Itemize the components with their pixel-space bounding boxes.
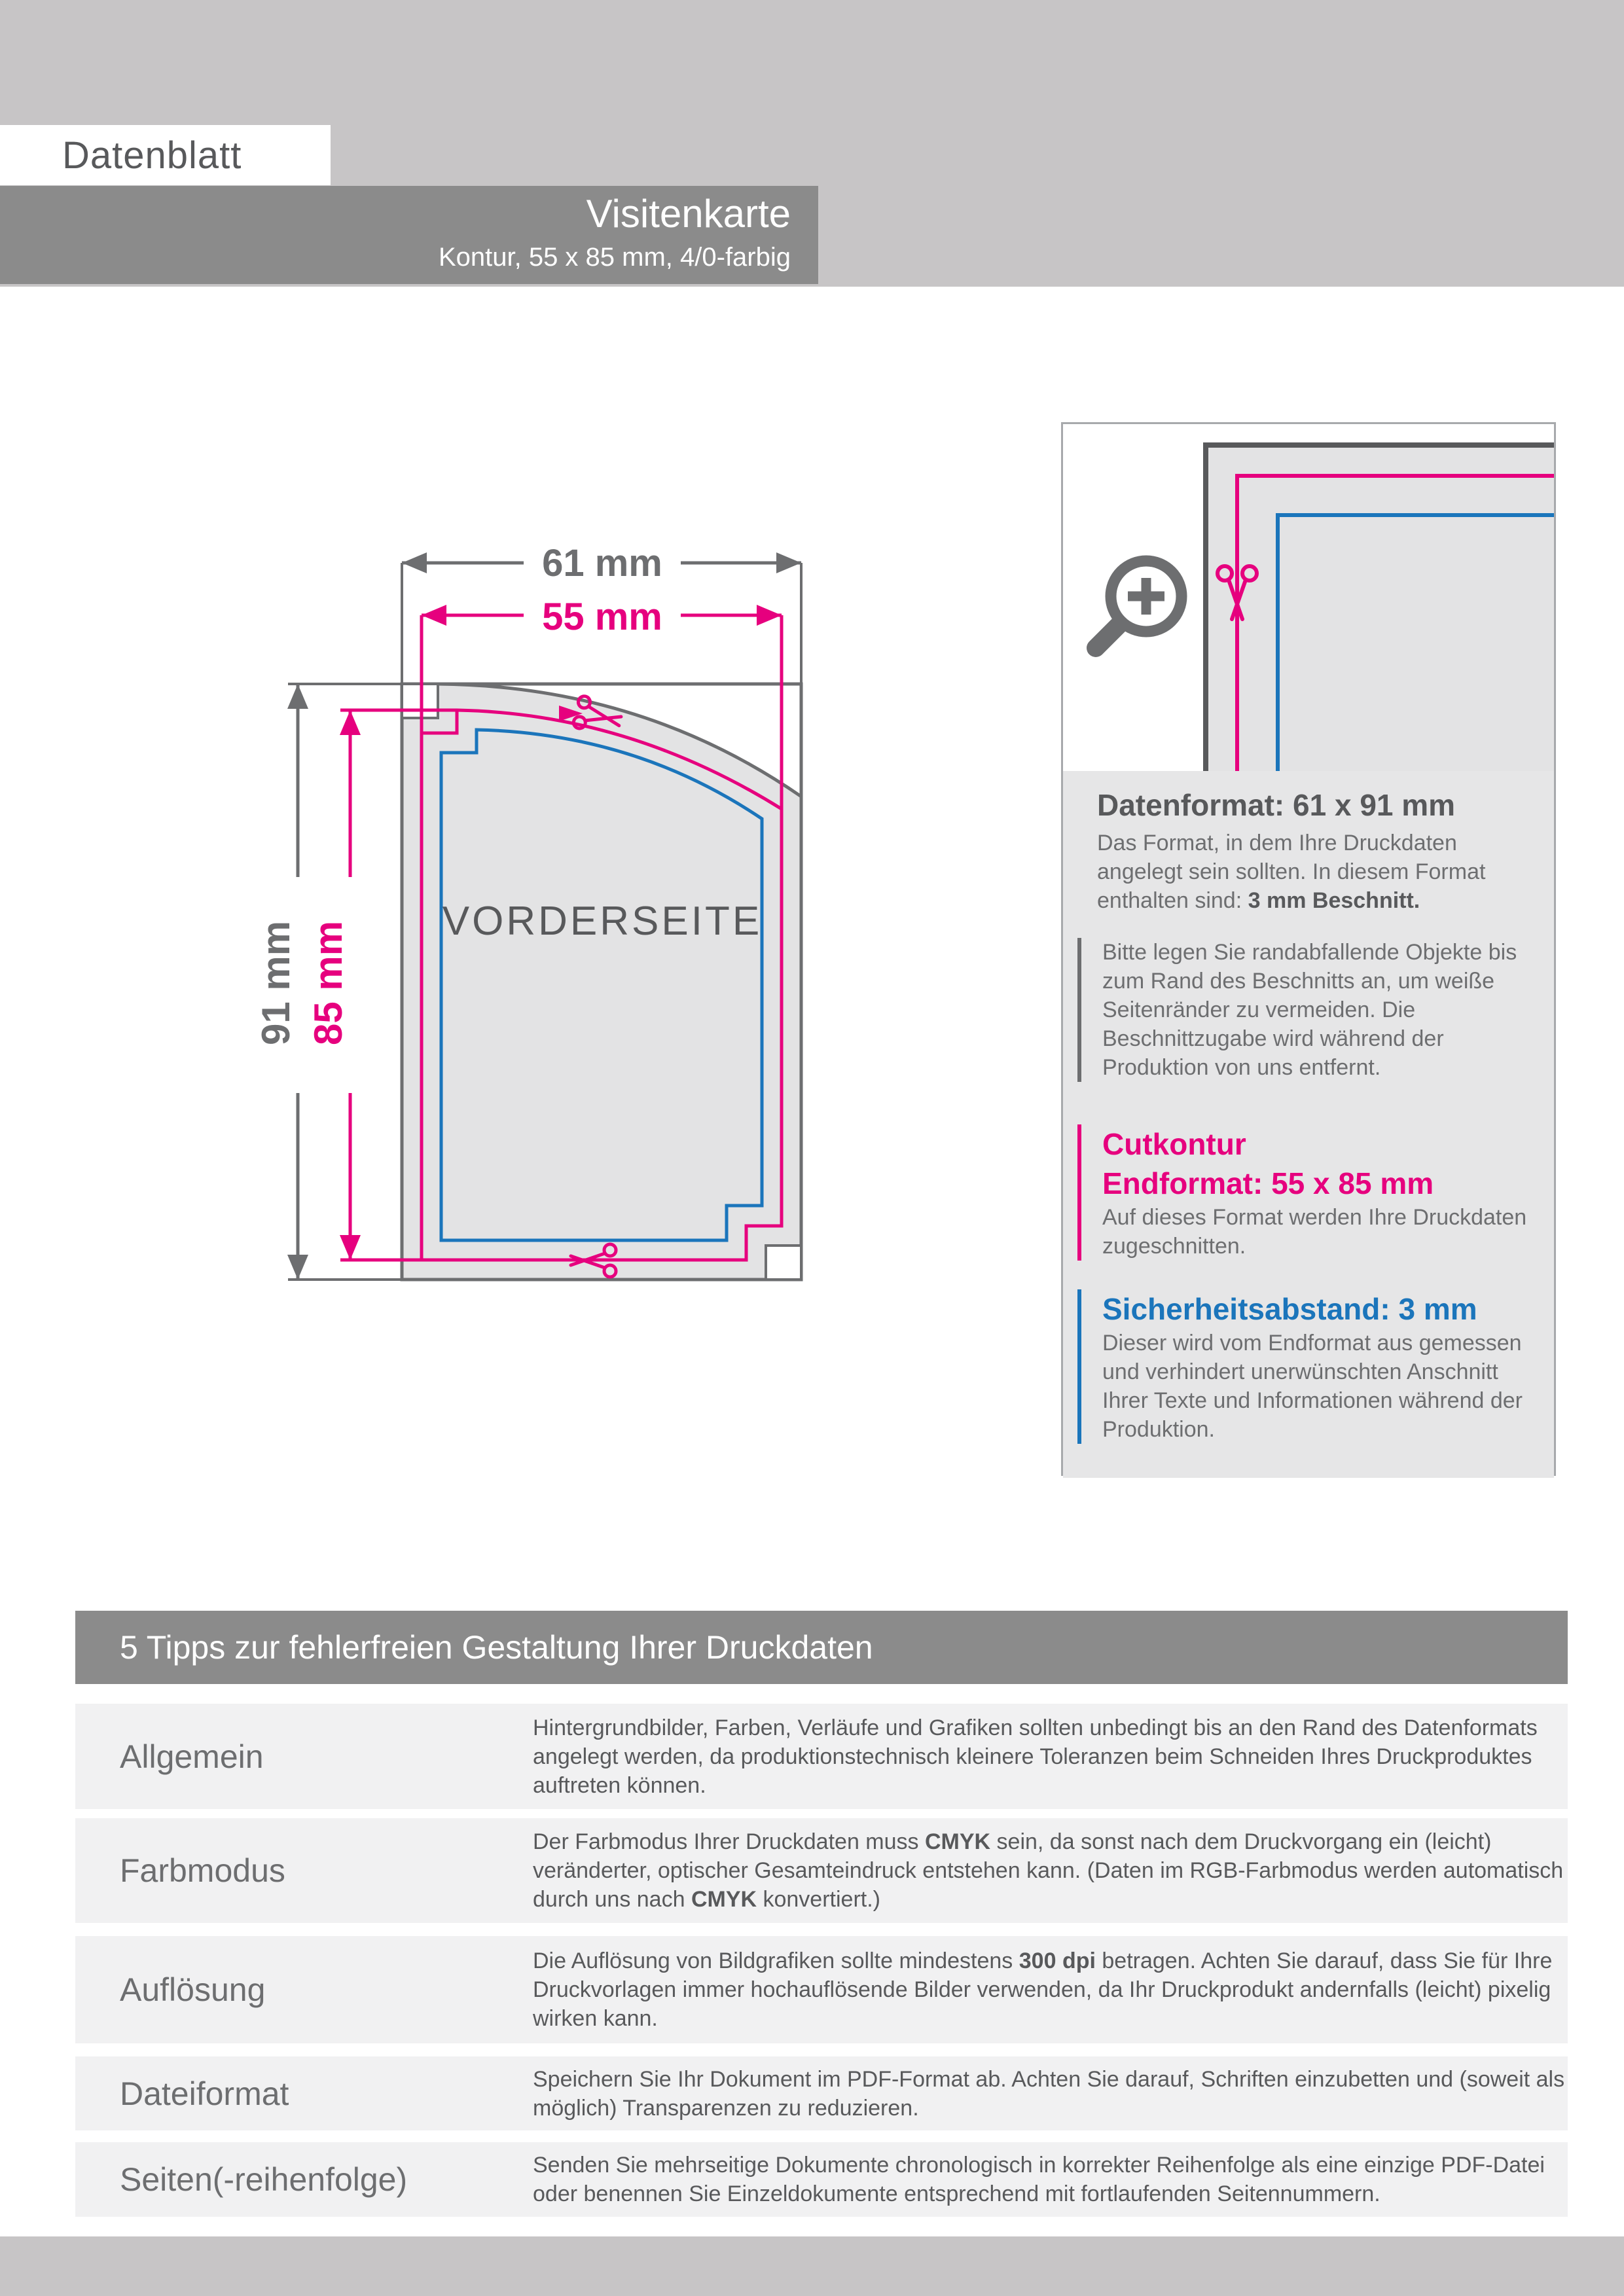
arrow-up-icon: [340, 710, 361, 735]
tip-label: Dateiformat: [120, 2075, 289, 2112]
tip-body: Die Auflösung von Bildgrafiken sollte mindestens 300 dpi betragen. Achten Sie darauf, dass Sie für Ihre Druckvorlagen immer hochauflösende Bilder verwenden, da Ihr Druckprodukt andernfalls (leicht) pixelig wirken kann.: [533, 1948, 1553, 2031]
tips-header-bar: [75, 1611, 1568, 1684]
tip-row-seitenreihenfolge: [75, 2142, 1568, 2217]
tip-body: Der Farbmodus Ihrer Druckdaten muss CMYK sein, da sonst nach dem Druckvorgang ein (leicht) veränderter, optischer Gesamteindruck entstehen kann. (Daten im RGB-Farbmodus werden automatisch durch uns nach CMYK konvertiert.): [533, 1829, 1564, 1912]
tip-label: Auflösung: [120, 1971, 266, 2008]
arrow-right-icon: [776, 552, 801, 573]
footer-gray-band: [0, 2236, 1624, 2296]
magnifier-zoom-icon: [1096, 561, 1182, 648]
dim-91mm-label: 91 mm: [254, 920, 298, 1046]
tip-row-allgemein: [75, 1704, 1568, 1809]
dim-85mm-label: 85 mm: [306, 920, 350, 1046]
dim-55mm-label: 55 mm: [542, 596, 662, 638]
corner-zoom-illustration: [1063, 424, 1554, 771]
arrow-up-icon: [287, 684, 308, 709]
safety-section: [1077, 1289, 1561, 1444]
safety-body: Dieser wird vom Endformat aus gemessen und verhindert unerwünschten Anschnitt Ihrer Texte und Informationen während der Produktion.: [1102, 1331, 1523, 1442]
arrow-right-icon: [757, 605, 782, 626]
tip-label: Farbmodus: [120, 1852, 285, 1889]
safety-heading: Sicherheitsabstand: 3 mm: [1102, 1292, 1477, 1326]
card-bleed-area: [402, 684, 801, 1280]
cutkontur-label: Cutkontur: [1102, 1127, 1246, 1161]
datenformat-body: Das Format, in dem Ihre Druckdaten angelegt sein sollten. In diesem Format enthalten sind: 3 mm Beschnitt.: [1097, 831, 1486, 913]
arrow-down-icon: [287, 1255, 308, 1280]
tip-label: Allgemein: [120, 1738, 264, 1775]
card-side-label: VORDERSEITE: [442, 899, 763, 944]
endformat-body: Auf dieses Format werden Ihre Druckdaten zugeschnitten.: [1102, 1205, 1527, 1259]
arrow-down-icon: [340, 1235, 361, 1260]
product-title: Visitenkarte: [586, 192, 791, 236]
tip-row-aufloesung: [75, 1936, 1568, 2043]
cutkontur-section: [1077, 1124, 1561, 1261]
datenformat-section: [1097, 785, 1540, 915]
tips-title: 5 Tipps zur fehlerfreien Gestaltung Ihrer Druckdaten: [120, 1629, 873, 1666]
dim-61mm-label: 61 mm: [542, 542, 662, 584]
bleed-note-section: [1077, 938, 1561, 1082]
arrow-left-icon: [422, 605, 446, 626]
doc-type-label: Datenblatt: [62, 134, 242, 177]
product-spec: Kontur, 55 x 85 mm, 4/0-farbig: [438, 243, 791, 272]
corner-zoom-box: [1063, 424, 1554, 771]
datenformat-heading: Datenformat: 61 x 91 mm: [1097, 788, 1456, 822]
tip-body: Senden Sie mehrseitige Dokumente chronologisch in korrekter Reihenfolge als eine einzige PDF-Datei oder benennen Sie Einzeldokumente entsprechend mit fortlaufenden Seitennummern.: [533, 2153, 1545, 2206]
tip-body: Speichern Sie Ihr Dokument im PDF-Format ab. Achten Sie darauf, Schriften einzubetten und (soweit als möglich) Transparenzen zu reduzieren.: [533, 2066, 1565, 2121]
arrow-left-icon: [402, 552, 427, 573]
format-info-text: [1063, 771, 1554, 1478]
tip-row-farbmodus: [75, 1818, 1568, 1923]
card-dimension-diagram: [249, 524, 877, 1316]
product-title-band: [0, 186, 818, 284]
bleed-note-body: Bitte legen Sie randabfallende Objekte bis zum Rand des Beschnitts an, um weiße Seitenränder zu vermeiden. Die Beschnittzugabe wird während der Produktion von uns entfernt.: [1102, 940, 1517, 1080]
doc-type-box: [0, 125, 331, 185]
tip-label: Seiten(-reihenfolge): [120, 2161, 408, 2198]
tip-row-dateiformat: [75, 2056, 1568, 2130]
format-info-panel: [1061, 422, 1556, 1476]
zoom-bleed-area: [1206, 445, 1554, 771]
tip-body: Hintergrundbilder, Farben, Verläufe und Grafiken sollten unbedingt bis an den Rand des Datenformats angelegt werden, da produktionstechnisch kleinere Toleranzen beim Schneiden Ihres Druckproduktes auftreten können.: [533, 1715, 1538, 1798]
endformat-heading: Endformat: 55 x 85 mm: [1102, 1166, 1434, 1200]
corner-notch-bottom-right: [766, 1246, 801, 1280]
